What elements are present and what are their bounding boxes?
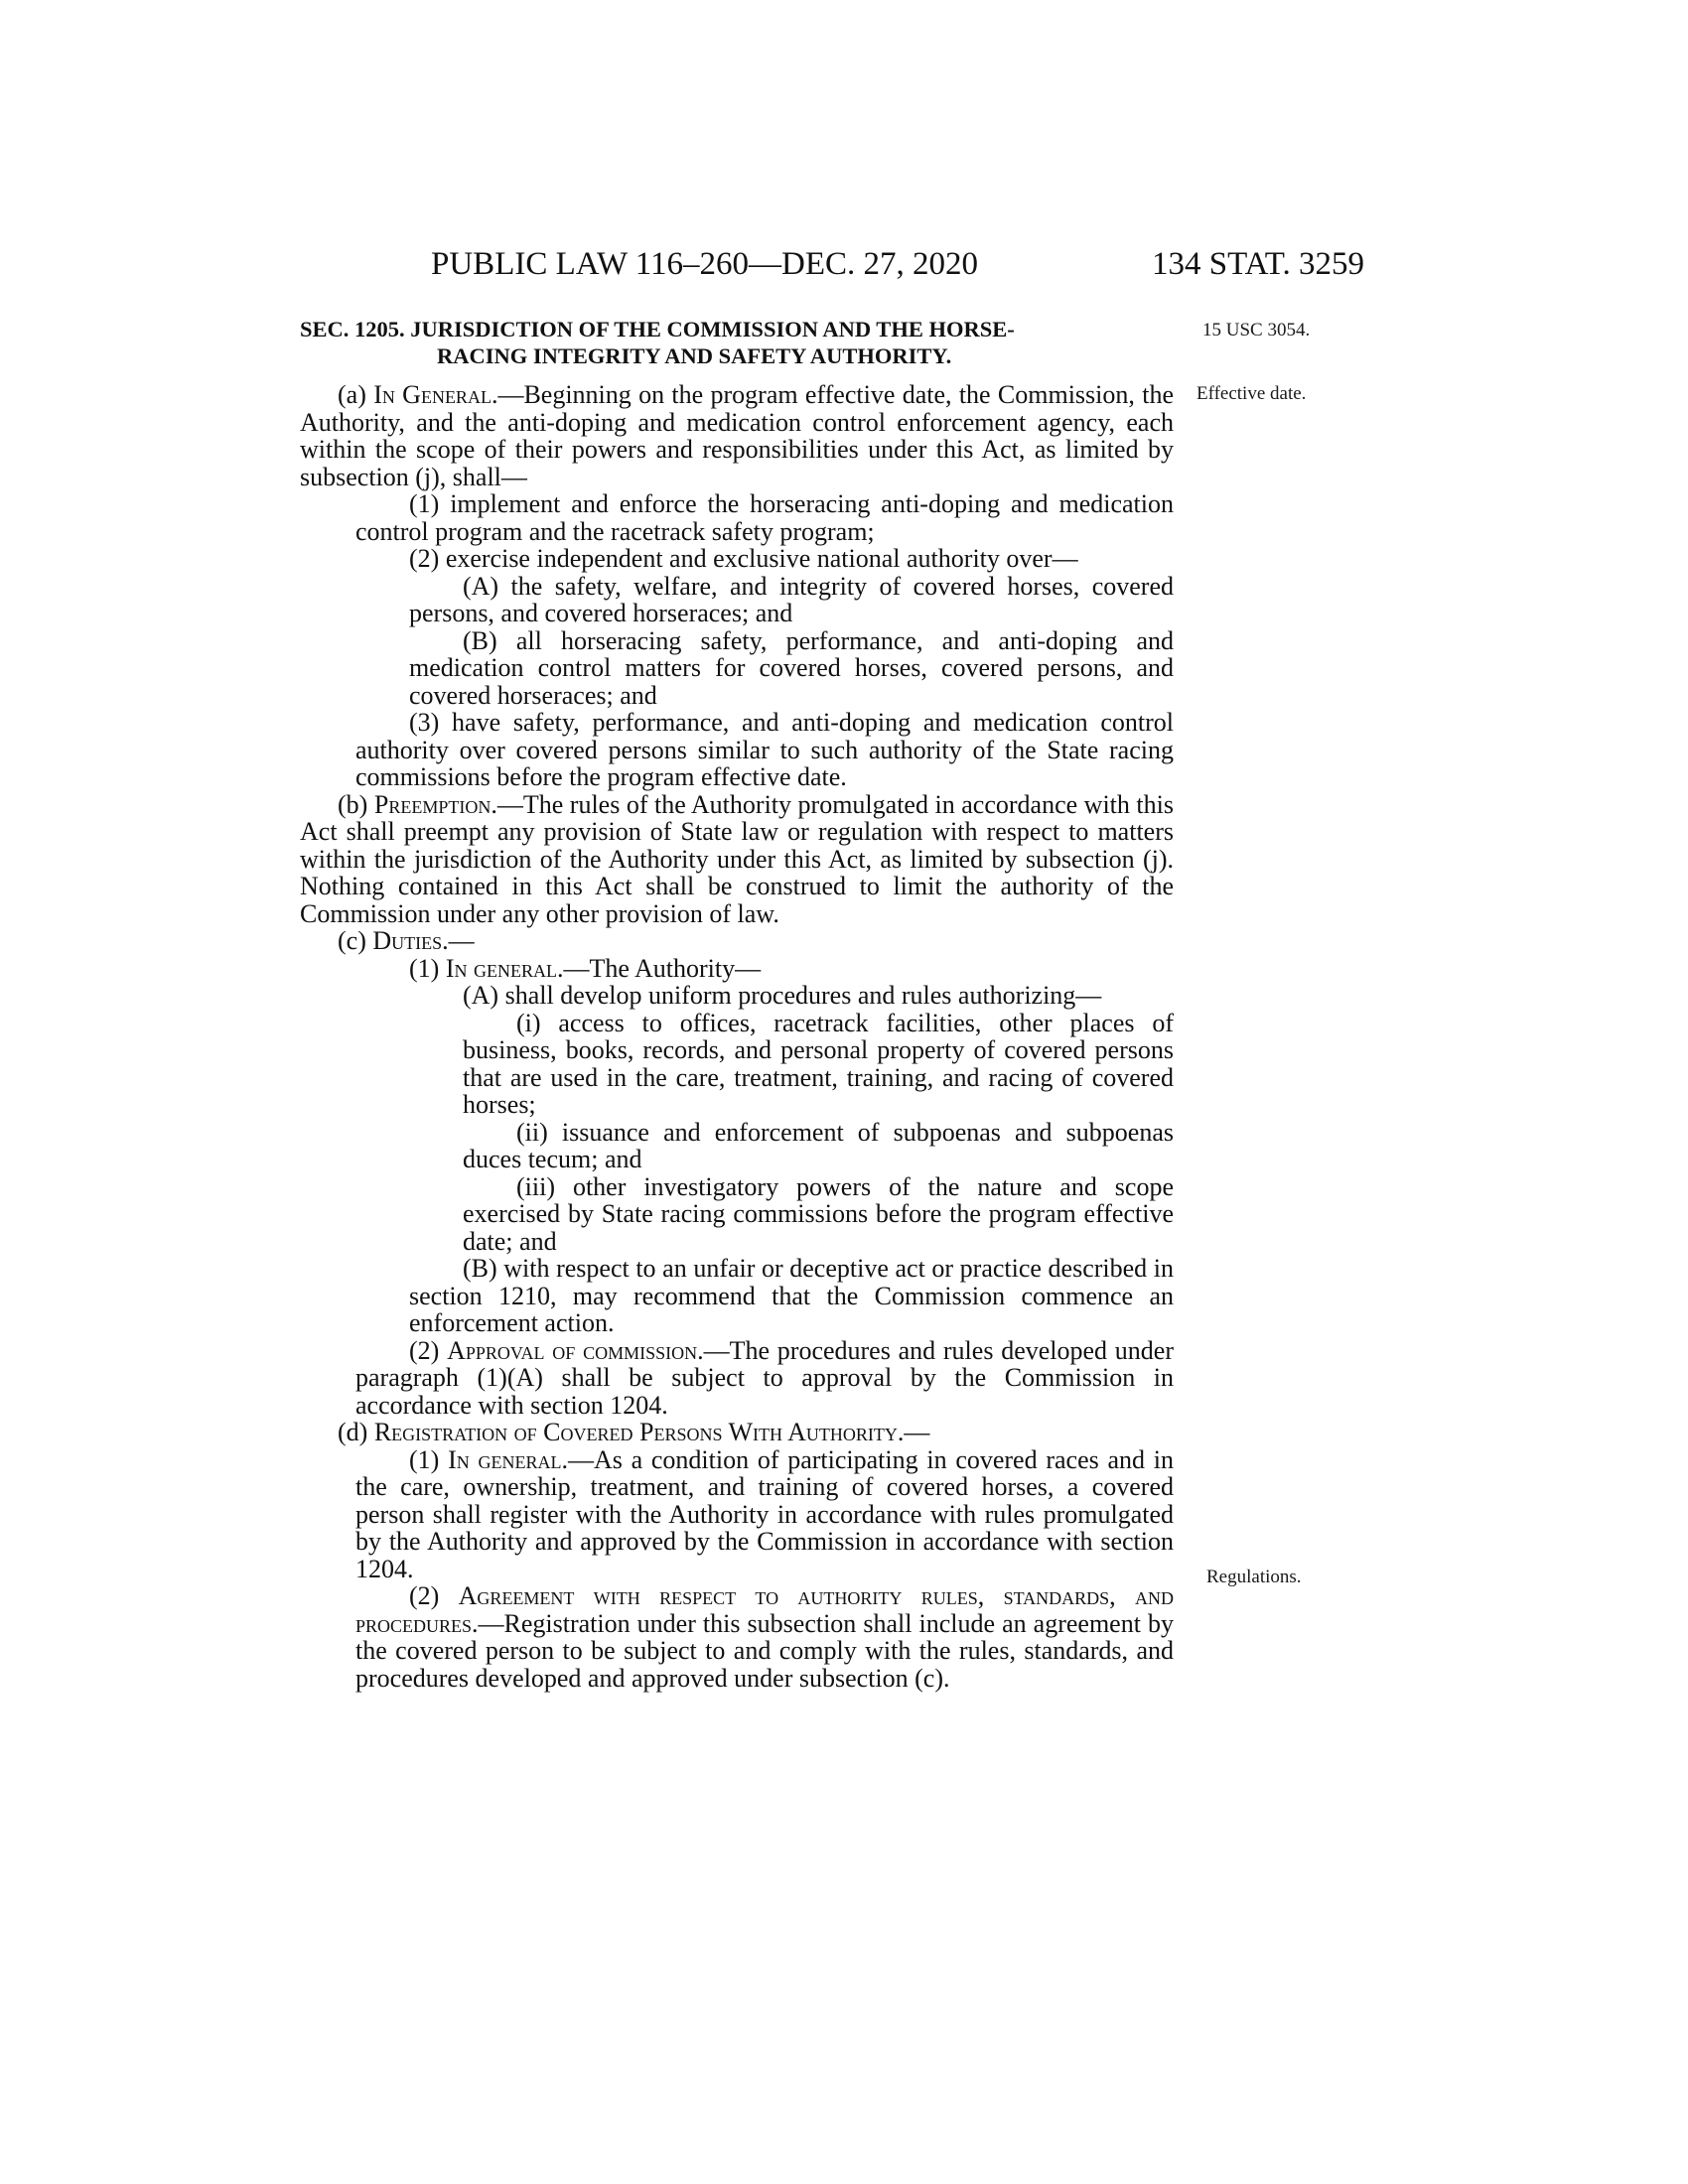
paragraph-c2: (2) Approval of commission.—The procedures and rules developed under paragraph (1)(A) shall be subject to approval by the Commission in accordance with section 1204. [355,1335,1174,1420]
paragraph-a1: (1) implement and enforce the horseracing anti-doping and medication control program and the racetrack safety program; [355,489,1174,546]
paragraph-c1-heading: In general [445,953,557,983]
subsection-d-heading: Registration of Covered Persons With Authority [373,1418,898,1446]
page-header [431,246,1364,286]
clause-c1Aiii: (iii) other investigatory powers of the nature and scope exercised by State racing commissions before the program effective date; and [463,1171,1174,1256]
subparagraph-a2A: (A) the safety, welfare, and integrity of covered horses, covered persons, and covered horseraces; and [409,571,1174,627]
document-body [300,316,1174,1692]
subparagraph-c1B: (B) with respect to an unfair or deceptive act or practice described in section 1210, may recommend that the Commission commence an enforcement action. [409,1254,1174,1337]
subsection-b: (b) Preemption.—The rules of the Authority promulgated in accordance with this Act shall preempt any provision of State law or regulation with respect to matters within the jurisdiction of the Authority under this Act, as limited by subsection (j). Nothing contained in this Act shall be construed to limit the authority of the Commission under any other provision of law. [300,789,1174,928]
paragraph-c2-heading: Approval of commission [447,1335,698,1365]
section-heading-line-1: SEC. 1205. JURISDICTION OF THE COMMISSION AND THE HORSE- [300,317,1015,341]
margin-note-usc: 15 USC 3054. [1202,320,1311,341]
margin-note-regulations: Regulations. [1206,1567,1302,1587]
clause-c1Ai: (i) access to offices, racetrack facilities, other places of business, books, records, and personal property of covered persons that are used in the care, treatment, training, and racing of covered horses; [463,1008,1174,1119]
paragraph-c1: (1) In general.—The Authority— [409,953,762,983]
subsection-c: (c) Duties.— [338,926,475,955]
paragraph-d1: (1) In general.—As a condition of participating in covered races and in the care, ownership, treatment, and training of covered horses, a covered person shall register with the Authority in accordance with rules promulgated by the Authority and approved by the Commission in accordance with section 1204. [355,1444,1174,1583]
subsection-b-heading: Preemption [373,789,492,819]
subsection-a: (a) In General.—Beginning on the program effective date, the Commission, the Authority, and the anti-doping and medication control enforcement agency, each within the scope of their powers and responsibilities under this Act, as limited by subsection (j), shall— [300,380,1174,491]
subparagraph-c1A: (A) shall develop uniform procedures and rules authorizing— [463,981,1102,1010]
subsection-c-heading: Duties [372,926,443,955]
public-law-title: PUBLIC LAW 116–260—DEC. 27, 2020 [431,246,979,282]
subparagraph-a2B: (B) all horseracing safety, performance, and anti-doping and medication control matters for covered horses, covered persons, and covered horseraces; and [409,625,1174,710]
subsection-d: (d) Registration of Covered Persons With Authority.— [338,1418,930,1446]
margin-note-effective-date: Effective date. [1196,383,1307,404]
paragraph-d2: (2) Agreement with respect to authority rules, standards, and procedures.—Registration under this subsection shall include an agreement by the covered person to be subject to and comply with the rules, standards, and procedures developed and approved under subsection (c). [355,1581,1174,1693]
paragraph-a3: (3) have safety, performance, and anti-doping and medication control authority over covered persons similar to such authority of the State racing commissions before the program effective date. [355,708,1174,791]
subsection-a-heading: In General [373,380,492,409]
section-heading [300,316,1174,369]
section-heading-line-2: RACING INTEGRITY AND SAFETY AUTHORITY. [437,343,952,368]
paragraph-d1-heading: In general [448,1444,562,1474]
clause-c1Aii: (ii) issuance and enforcement of subpoenas and subpoenas duces tecum; and [463,1117,1174,1173]
paragraph-d2-heading: Agreement with respect to authority rules, standards, and procedures [355,1581,1174,1638]
paragraph-a2: (2) exercise independent and exclusive national authority over— [409,544,1078,573]
statute-page-ref: 134 STAT. 3259 [1151,246,1364,282]
